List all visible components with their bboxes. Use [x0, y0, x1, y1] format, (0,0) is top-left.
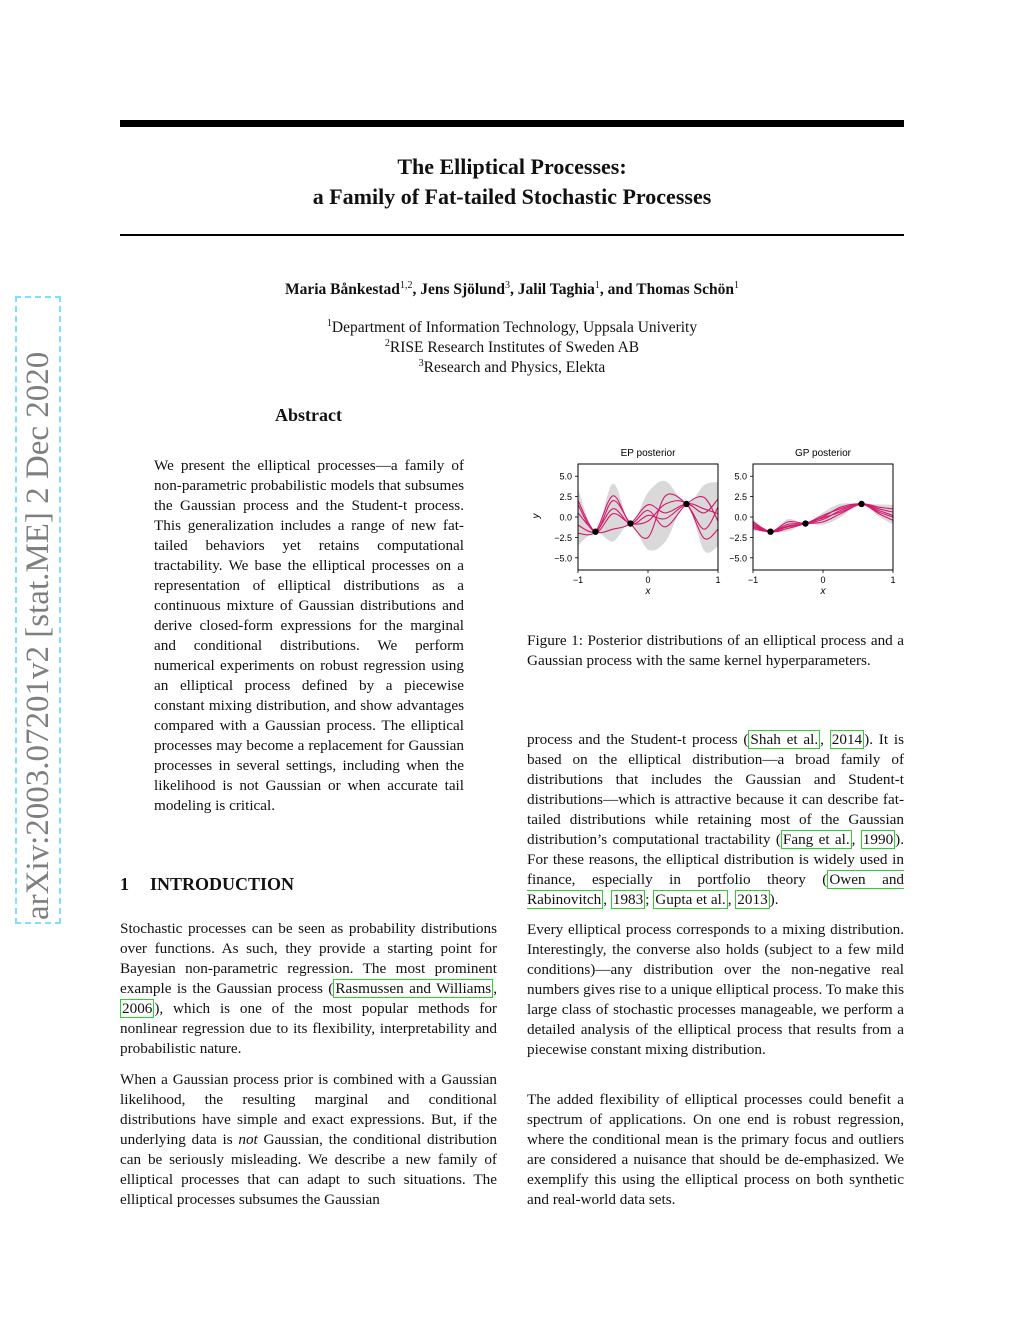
citation-separator: ,	[820, 731, 830, 748]
emphasis-text: not	[238, 1131, 258, 1148]
x-tick-label: 0	[820, 575, 826, 585]
x-tick-label: 1	[715, 575, 721, 585]
y-tick-label: 0.0	[734, 512, 747, 523]
y-tick-label: 5.0	[559, 471, 572, 482]
panel-title: EP posterior	[620, 448, 676, 459]
author-name: Jalil Taghia	[517, 281, 595, 298]
affiliation-text: Department of Information Technology, Uppsala Univerity	[331, 319, 698, 336]
section-heading	[120, 874, 294, 895]
affiliation-mark: 1	[326, 317, 332, 329]
paragraph-text: ). It is based on the elliptical distribution—a broad family of distributions that includes the Gaussian and Student-t distributions—which is attractive because it can describe fat-tailed distributions while retaining most of the Gaussian distribution’s computational tractability (	[527, 731, 905, 848]
section-number: 1	[120, 874, 129, 894]
observation-point	[627, 520, 633, 526]
affiliation	[120, 318, 904, 338]
affiliation-text: RISE Research Institutes of Sweden AB	[389, 339, 640, 356]
y-tick-label: −2.5	[554, 532, 572, 543]
citation-link[interactable]: Fang et al.	[782, 831, 850, 848]
abstract-text: We present the elliptical processes—a family of non-parametric probabilistic models that subsumes the Gaussian process and the Student-t process. This generalization includes a range of new fat-tailed behaviors yet retains computational tractability. We base the elliptical processes on a representation of elliptical distributions as a continuous mixture of Gaussian distributions and derive closed-form expressions for the marginal and conditional distributions. We perform numerical experiments on robust regression using an elliptical process defined by a piecewise constant mixing distribution, and show advantages compared with a Gaussian process. The elliptical processes may become a replacement for Gaussian processes in several settings, including when the likelihood is not Gaussian or when accurate tail modeling is critical.	[154, 457, 464, 814]
citation-separator: ,	[603, 891, 611, 908]
paper-title	[120, 152, 904, 212]
panel-title: GP posterior	[795, 448, 851, 459]
paragraph-text: Stochastic processes can be seen as probability distributions over functions. As such, they provide a starting point for Bayesian non-parametric regression. The most prominent example is the Gaussian process (	[120, 920, 497, 997]
citation-separator: ,	[493, 980, 497, 997]
affiliation-mark: 3	[418, 357, 424, 369]
paragraph-text: ), which is one of the most popular methods for nonlinear regression due to its flexibility, interpretability and probabilistic nature.	[120, 1000, 497, 1057]
x-tick-label: −1	[572, 575, 584, 585]
right-paragraph-2: Every elliptical process corresponds to a mixing distribution. Interestingly, the converse also holds (subject to a few mild conditions)—any distribution over the non-negative real numbers gives rise to a unique elliptical process. To make this large class of stochastic processes manageable, we perform a detailed analysis of the elliptical process that results from a piecewise constant mixing distribution.	[527, 921, 904, 1058]
citation-link[interactable]: Owen and Rabinovitch	[527, 871, 905, 908]
author-list	[120, 281, 904, 299]
affiliation	[120, 358, 904, 378]
figure-caption: Figure 1: Posterior distributions of an elliptical process and a Gaussian process with the same kernel hyperparameters.	[527, 632, 904, 669]
plot-marks	[578, 481, 718, 553]
title-line-1: The Elliptical Processes:	[397, 154, 627, 179]
paragraph-text: process and the Student-t process (	[527, 731, 749, 748]
affiliation	[120, 338, 904, 358]
intro-paragraph-1	[120, 919, 497, 1059]
ep-posterior-panel	[531, 448, 721, 597]
top-rule	[120, 120, 904, 127]
citation-link[interactable]: 2006	[122, 1000, 153, 1017]
x-tick-label: −1	[747, 575, 759, 585]
paragraph-text: ). For these reasons, the elliptical distribution is widely used in finance, especially in portfolio theory (	[527, 831, 905, 888]
citation-separator: ,	[727, 891, 736, 908]
right-paragraph-3: The added flexibility of elliptical processes could benefit a spectrum of applications. On one end is robust regression, where the conditional mean is the primary focus and outliers are considered a nuisance that should be de-emphasized. We exemplify this using the elliptical process on both synthetic and real-world data sets.	[527, 1091, 904, 1208]
y-tick-label: 2.5	[734, 492, 747, 503]
observation-point	[858, 501, 864, 507]
author-affil-mark: 1,2	[399, 279, 413, 291]
citation-link[interactable]: 2014	[831, 731, 863, 748]
author-name: Thomas Schön	[636, 281, 735, 298]
y-axis-label: y	[531, 513, 542, 519]
citation-link[interactable]: 2013	[737, 891, 768, 908]
affiliation-mark: 2	[384, 337, 390, 349]
intro-paragraph-2	[120, 1070, 497, 1210]
citation-link[interactable]: Rasmussen and Williams	[335, 980, 492, 997]
citation-separator: ;	[645, 891, 654, 908]
x-tick-label: 1	[890, 575, 896, 585]
author-affil-mark: 1	[594, 279, 600, 291]
author-separator: , and	[599, 281, 637, 298]
y-tick-label: 0.0	[559, 512, 572, 523]
citation-link[interactable]: Shah et al.	[750, 731, 819, 748]
title-line-2: a Family of Fat-tailed Stochastic Processes	[312, 184, 712, 209]
abstract-heading: Abstract	[275, 405, 342, 425]
affiliation-text: Research and Physics, Elekta	[423, 359, 606, 376]
observation-point	[592, 528, 598, 534]
author-name: Jens Sjölund	[420, 281, 506, 298]
figure-1	[527, 440, 904, 602]
x-axis-label: x	[645, 586, 651, 597]
confidence-band	[578, 481, 718, 553]
paragraph-text: ).	[769, 891, 779, 908]
author-name: Maria Bånkestad	[284, 281, 400, 298]
arxiv-stamp[interactable]: arXiv:2003.07201v2 [stat.ME] 2 Dec 2020	[19, 300, 57, 920]
citation-link[interactable]: Gupta et al.	[655, 891, 726, 908]
author-affil-mark: 1	[734, 279, 740, 291]
observation-point	[683, 501, 689, 507]
observation-point	[767, 528, 773, 534]
y-tick-label: 2.5	[559, 492, 572, 503]
x-tick-label: 0	[645, 575, 651, 585]
right-paragraph-1	[527, 730, 904, 910]
section-title: INTRODUCTION	[150, 874, 295, 894]
gp-posterior-panel	[729, 448, 895, 597]
y-tick-label: 5.0	[734, 471, 747, 482]
y-tick-label: −2.5	[729, 532, 747, 543]
citation-separator: ,	[851, 831, 861, 848]
paragraph-text: When a Gaussian process prior is combined with a Gaussian likelihood, the resulting marginal and conditional distributions have simple and exact expressions. But, if the underlying data is	[120, 1071, 497, 1148]
plot-marks	[753, 501, 893, 535]
author-affil-mark: 3	[505, 279, 511, 291]
author-separator: ,	[412, 281, 421, 298]
paragraph-text: Gaussian, the conditional distribution can be seriously misleading. We describe a new family of elliptical processes that can adapt to such situations. The elliptical processes subsumes the Gaussian	[120, 1131, 497, 1208]
y-tick-label: −5.0	[729, 553, 747, 564]
y-tick-label: −5.0	[554, 553, 572, 564]
affiliations	[120, 318, 904, 378]
author-separator: ,	[510, 281, 518, 298]
observation-point	[802, 520, 808, 526]
citation-link[interactable]: 1990	[862, 831, 894, 848]
citation-link[interactable]: 1983	[612, 891, 644, 908]
x-axis-label: x	[820, 586, 826, 597]
title-bottom-rule	[120, 234, 904, 236]
